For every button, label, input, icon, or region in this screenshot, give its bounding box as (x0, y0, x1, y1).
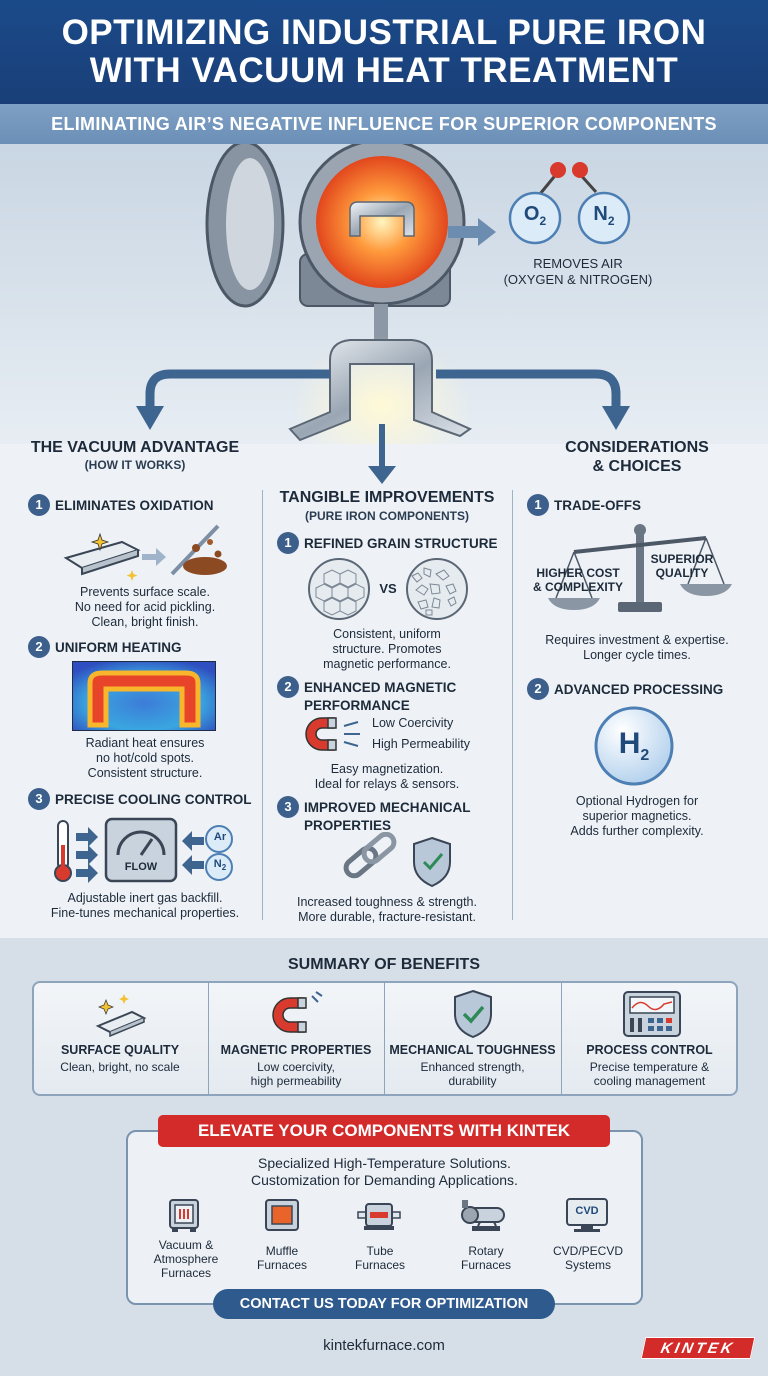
vacuum-advantage-subtitle: (HOW IT WORKS) (84, 458, 186, 472)
oxidation-icon (60, 520, 230, 582)
trade-offs-heading: 1 TRADE-OFFS (527, 494, 641, 516)
summary-title: SUMMARY OF BENEFITS (287, 956, 480, 973)
furnace-label-rotary: Rotary Furnaces (460, 1244, 512, 1272)
considerations-title: CONSIDERATIONS & CHOICES (565, 439, 709, 475)
rotary-furnace-icon (460, 1196, 512, 1234)
tangible-improvements-subtitle: (PURE IRON COMPONENTS) (304, 509, 469, 523)
precise-cooling-desc: Adjustable inert gas backfill. Fine-tunes mechanical properties. (50, 891, 240, 920)
furnace-label-muffle: Muffle Furnaces (256, 1244, 308, 1272)
summary-desc: Low coercivity, high permeability (250, 1060, 342, 1088)
summary-desc: Clean, bright, no scale (60, 1060, 180, 1074)
vacuum-furnace-icon (164, 1196, 204, 1234)
magnet-icon (270, 990, 326, 1040)
furnace-label-vacuum: Vacuum & Atmosphere Furnaces (153, 1238, 219, 1280)
summary-label: MECHANICAL TOUGHNESS (389, 1043, 556, 1057)
page-subtitle: ELIMINATING AIR’S NEGATIVE INFLUENCE FOR SUPERIOR COMPONENTS (51, 114, 717, 134)
summary-desc: Precise temperature & cooling management (589, 1060, 710, 1088)
argon-label: Ar (213, 831, 227, 843)
middle-arrow-icon (366, 444, 398, 484)
cooling-flow-icon (54, 815, 234, 885)
column-divider (512, 490, 513, 920)
advanced-processing-heading: 2 ADVANCED PROCESSING (527, 678, 723, 700)
flow-label: FLOW (124, 861, 158, 873)
shield-check-icon (451, 988, 495, 1040)
tube-furnace-icon (356, 1198, 402, 1232)
eliminates-oxidation-desc: Prevents surface scale. No need for acid pickling. Clean, bright finish. (74, 585, 216, 629)
column-divider (262, 490, 263, 920)
cvd-icon-text: CVD (575, 1205, 599, 1217)
magnet-icon (304, 712, 374, 758)
chain-shield-icon (340, 832, 460, 892)
improved-mechanical-desc: Increased toughness & strength. More durable, fracture-resistant. (297, 895, 477, 924)
higher-cost-label: HIGHER COST & COMPLEXITY (532, 566, 623, 594)
precise-cooling-heading: 3 PRECISE COOLING CONTROL (28, 788, 252, 810)
vacuum-furnace-illustration (0, 144, 768, 444)
refined-grain-desc: Consistent, uniform structure. Promotes magnetic performance. (323, 627, 451, 671)
website-link[interactable]: kintekfurnace.com (323, 1337, 445, 1354)
eliminates-oxidation-heading: 1 ELIMINATES OXIDATION (28, 494, 214, 516)
refined-grain-heading: 1 REFINED GRAIN STRUCTURE (277, 532, 498, 554)
summary-label: MAGNETIC PROPERTIES (220, 1043, 372, 1057)
removes-air-text: REMOVES AIR (OXYGEN & NITROGEN) (503, 256, 653, 287)
furnace-label-tube: Tube Furnaces (354, 1244, 406, 1272)
enhanced-magnetic-desc: Easy magnetization. Ideal for relays & sensors. (314, 762, 460, 791)
high-permeability-label: High Permeability (372, 737, 470, 751)
summary-label: PROCESS CONTROL (586, 1043, 713, 1057)
tangible-improvements-title: TANGIBLE IMPROVEMENTS (279, 489, 495, 506)
uniform-heating-desc: Radiant heat ensures no hot/cold spots. Consistent structure. (85, 736, 205, 780)
cta-banner: ELEVATE YOUR COMPONENTS WITH KINTEK (158, 1115, 610, 1147)
uniform-heating-heading: 2 UNIFORM HEATING (28, 636, 182, 658)
surface-quality-icon (92, 990, 152, 1038)
cta-tagline: Specialized High-Temperature Solutions. Customization for Demanding Applications. (251, 1155, 518, 1188)
furnace-label-cvd: CVD/PECVD Systems (552, 1244, 623, 1272)
control-panel-icon (622, 990, 682, 1038)
hydrogen-label: $H_2$ (618, 727, 650, 764)
nitrogen-label: $N_2$ (593, 203, 615, 228)
superior-quality-label: SUPERIOR QUALITY (650, 552, 714, 580)
muffle-furnace-icon (262, 1196, 302, 1234)
summary-label: SURFACE QUALITY (60, 1043, 180, 1057)
summary-desc: Enhanced strength, durability (420, 1060, 525, 1088)
heat-map-icon (72, 661, 216, 731)
advanced-processing-desc: Optional Hydrogen for superior magnetics. Adds further complexity. (570, 794, 704, 838)
vs-label: VS (379, 581, 397, 596)
contact-us-button[interactable]: CONTACT US TODAY FOR OPTIMIZATION (213, 1289, 555, 1319)
enhanced-magnetic-heading: 2 ENHANCED MAGNETIC PERFORMANCE (277, 676, 456, 713)
vacuum-advantage-title: THE VACUUM ADVANTAGE (30, 439, 240, 456)
trade-offs-desc: Requires investment & expertise. Longer cycle times. (545, 633, 729, 662)
page-title: OPTIMIZING INDUSTRIAL PURE IRON WITH VACUUM HEAT TREATMENT (61, 13, 707, 90)
oxygen-label: $O_2$ (523, 203, 547, 228)
low-coercivity-label: Low Coercivity (372, 716, 454, 730)
improved-mechanical-heading: 3 IMPROVED MECHANICAL PROPERTIES (277, 796, 471, 833)
kintek-logo: KINTEK (641, 1337, 756, 1359)
nitrogen-gas-label: $N_2$ (213, 858, 227, 873)
